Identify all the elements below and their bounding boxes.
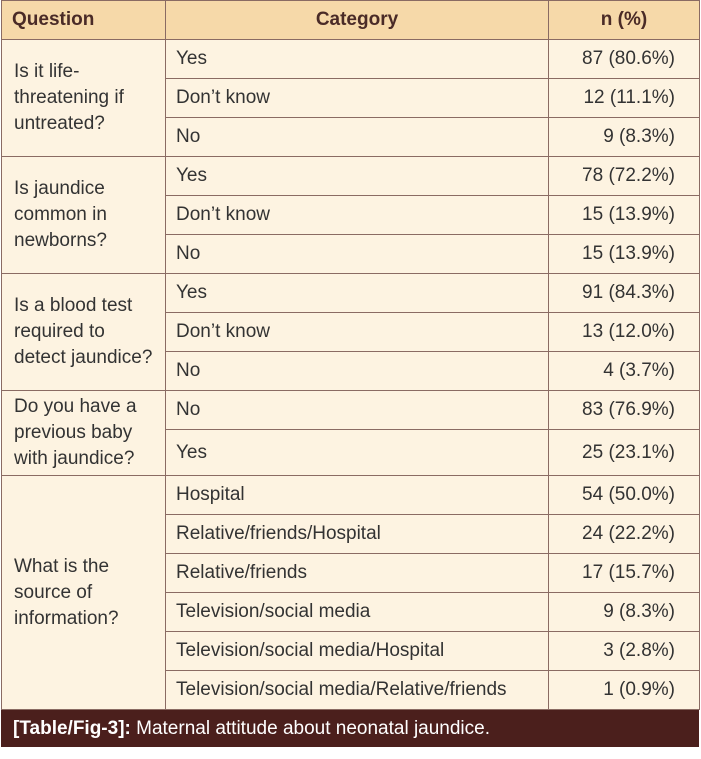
header-question: Question — [2, 1, 166, 40]
n-cell: 17 (15.7%) — [549, 554, 700, 593]
figure-caption — [1, 710, 699, 747]
table-row — [2, 274, 700, 313]
table-row — [2, 40, 700, 79]
n-cell: 9 (8.3%) — [549, 593, 700, 632]
category-cell: Yes — [166, 274, 549, 313]
category-cell: Don’t know — [166, 313, 549, 352]
question-cell: Do you have a previous baby with jaundice? — [2, 391, 166, 476]
n-cell: 83 (76.9%) — [549, 391, 700, 430]
category-cell: Television/social media/Hospital — [166, 632, 549, 671]
n-cell: 9 (8.3%) — [549, 118, 700, 157]
n-cell: 1 (0.9%) — [549, 671, 700, 710]
category-cell: No — [166, 235, 549, 274]
table-row — [2, 157, 700, 196]
n-cell: 91 (84.3%) — [549, 274, 700, 313]
n-cell: 4 (3.7%) — [549, 352, 700, 391]
category-cell: Don’t know — [166, 196, 549, 235]
category-cell: Television/social media — [166, 593, 549, 632]
n-cell: 15 (13.9%) — [549, 196, 700, 235]
n-cell: 25 (23.1%) — [549, 430, 700, 476]
category-cell: Yes — [166, 157, 549, 196]
n-cell: 87 (80.6%) — [549, 40, 700, 79]
n-cell: 12 (11.1%) — [549, 79, 700, 118]
table-figure — [1, 0, 699, 757]
category-cell: Hospital — [166, 476, 549, 515]
n-cell: 24 (22.2%) — [549, 515, 700, 554]
caption-text: Maternal attitude about neonatal jaundice. — [130, 718, 491, 739]
n-cell: 54 (50.0%) — [549, 476, 700, 515]
attitude-table — [1, 0, 700, 710]
caption-label: [Table/Fig-3]: — [13, 718, 131, 739]
category-cell: No — [166, 118, 549, 157]
n-cell: 78 (72.2%) — [549, 157, 700, 196]
n-cell: 13 (12.0%) — [549, 313, 700, 352]
category-cell: Yes — [166, 430, 549, 476]
header-n-percent: n (%) — [549, 1, 700, 40]
category-cell: Don’t know — [166, 79, 549, 118]
n-cell: 15 (13.9%) — [549, 235, 700, 274]
question-cell: Is a blood test required to detect jaundice? — [2, 274, 166, 391]
category-cell: Television/social media/Relative/friends — [166, 671, 549, 710]
category-cell: Relative/friends — [166, 554, 549, 593]
category-cell: Relative/friends/Hospital — [166, 515, 549, 554]
n-cell: 3 (2.8%) — [549, 632, 700, 671]
header-row — [2, 1, 700, 40]
question-cell: Is jaundice common in newborns? — [2, 157, 166, 274]
category-cell: No — [166, 391, 549, 430]
question-cell: What is the source of information? — [2, 476, 166, 710]
table-row — [2, 391, 700, 430]
category-cell: Yes — [166, 40, 549, 79]
table-row — [2, 476, 700, 515]
category-cell: No — [166, 352, 549, 391]
question-cell: Is it life-threatening if untreated? — [2, 40, 166, 157]
header-category: Category — [166, 1, 549, 40]
